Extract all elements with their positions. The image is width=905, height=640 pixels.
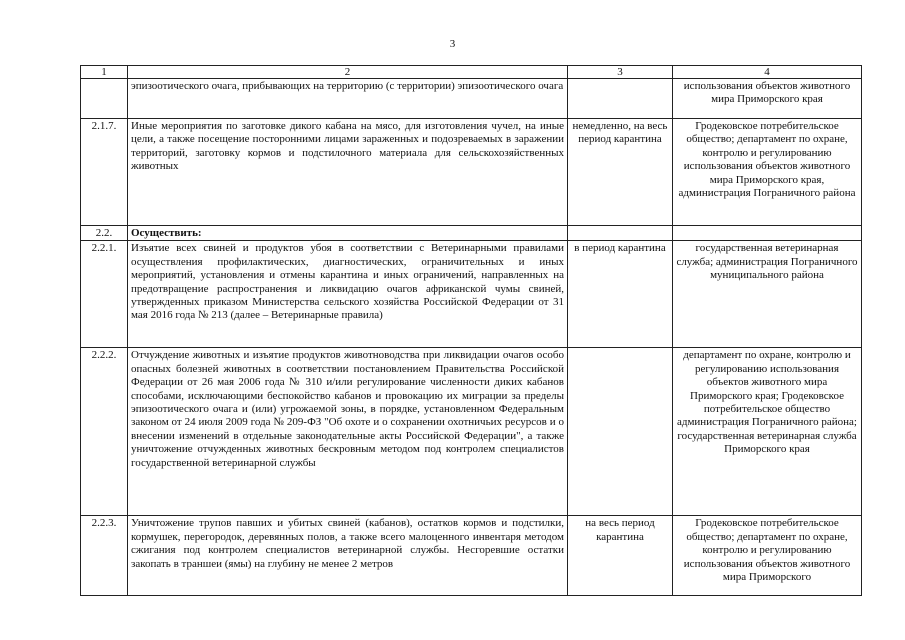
row-number: 2.1.7. bbox=[81, 119, 128, 226]
header-col-3: 3 bbox=[568, 66, 673, 79]
measure-term: немедленно, на весь период карантина bbox=[568, 119, 673, 226]
row-number: 2.2. bbox=[81, 226, 128, 241]
measure-term bbox=[568, 348, 673, 516]
section-heading: Осуществить: bbox=[128, 226, 568, 241]
header-col-4: 4 bbox=[673, 66, 862, 79]
table-row bbox=[81, 79, 862, 119]
measure-text: Отчуждение животных и изъятие продуктов животноводства при ликвидации очагов особо опасных болезней животных в соответствии постановлением Правительства Российской Федерации от 26 мая 2006 года № 310 и/или регулирование численности диких кабанов способами, исключающими беспокойство кабанов и провокацию их миграции за пределы эпизоотического очага и (или) угрожаемой зоны, в порядке, установленном Федеральным законом от 24 июля 2009 года № 209-ФЗ "Об охоте и о сохранении охотничьих ресурсов и о внесении изменений в отдельные законодательные акты Российской Федерации", а также уничтожение отчужденных животных бескровным методом под контролем специалистов государственной ветеринарной службы bbox=[128, 348, 568, 516]
measure-term bbox=[568, 226, 673, 241]
table-row bbox=[81, 226, 862, 241]
header-col-2: 2 bbox=[128, 66, 568, 79]
header-col-1: 1 bbox=[81, 66, 128, 79]
table-row bbox=[81, 119, 862, 226]
measure-responsible: Гродековское потребительское общество; департамент по охране, контролю и регулированию использования объектов животного мира Приморского края, администрация Пограничного района bbox=[673, 119, 862, 226]
measure-term bbox=[568, 79, 673, 119]
measure-text: Уничтожение трупов павших и убитых свиней (кабанов), остатков кормов и подстилки, кормушек, перегородок, деревянных полов, а также всего малоценного инвентаря методом сжигания под контролем специалистов ветеринарной службы. Несгоревшие остатки закопать в траншеи (ямы) на глубину не менее 2 метров bbox=[128, 516, 568, 596]
table-row bbox=[81, 516, 862, 596]
table-header-row bbox=[81, 66, 862, 79]
measure-text: Изъятие всех свиней и продуктов убоя в соответствии с Ветеринарными правилами осуществления профилактических, диагностических, ограничительных и иных мероприятий, установления и отмены карантина и иных ограничений, направленных на предотвращение распространения и ликвидацию очагов африканской чумы свиней, утвержденных приказом Министерства сельского хозяйства Российской Федерации от 31 мая 2016 года № 213 (далее – Ветеринарные правила) bbox=[128, 241, 568, 348]
row-number: 2.2.3. bbox=[81, 516, 128, 596]
measure-text: эпизоотического очага, прибывающих на территорию (с территории) эпизоотического очага bbox=[128, 79, 568, 119]
measure-responsible: использования объектов животного мира Приморского края bbox=[673, 79, 862, 119]
row-number: 2.2.1. bbox=[81, 241, 128, 348]
table-row bbox=[81, 348, 862, 516]
page-number: 3 bbox=[449, 38, 456, 50]
measure-term: в период карантина bbox=[568, 241, 673, 348]
measure-text: Иные мероприятия по заготовке дикого кабана на мясо, для изготовления чучел, на иные цели, а также посещение посторонними лицами зараженных и подозреваемых в заражении территорий, заготовку кормов и подстилочного материала для сельскохозяйственных животных bbox=[128, 119, 568, 226]
row-number bbox=[81, 79, 128, 119]
measure-responsible: Гродековское потребительское общество; департамент по охране, контролю и регулированию использования объектов животного мира Приморского bbox=[673, 516, 862, 596]
measure-responsible: департамент по охране, контролю и регулированию использования объектов животного мира Приморского края; Гродековское потребительское общество администрация Пограничного района; государственная ветеринарная служба Приморского края bbox=[673, 348, 862, 516]
measure-responsible: государственная ветеринарная служба; администрация Пограничного муниципального района bbox=[673, 241, 862, 348]
table-row bbox=[81, 241, 862, 348]
row-number: 2.2.2. bbox=[81, 348, 128, 516]
measure-responsible bbox=[673, 226, 862, 241]
measures-table bbox=[80, 65, 862, 596]
measure-term: на весь период карантина bbox=[568, 516, 673, 596]
